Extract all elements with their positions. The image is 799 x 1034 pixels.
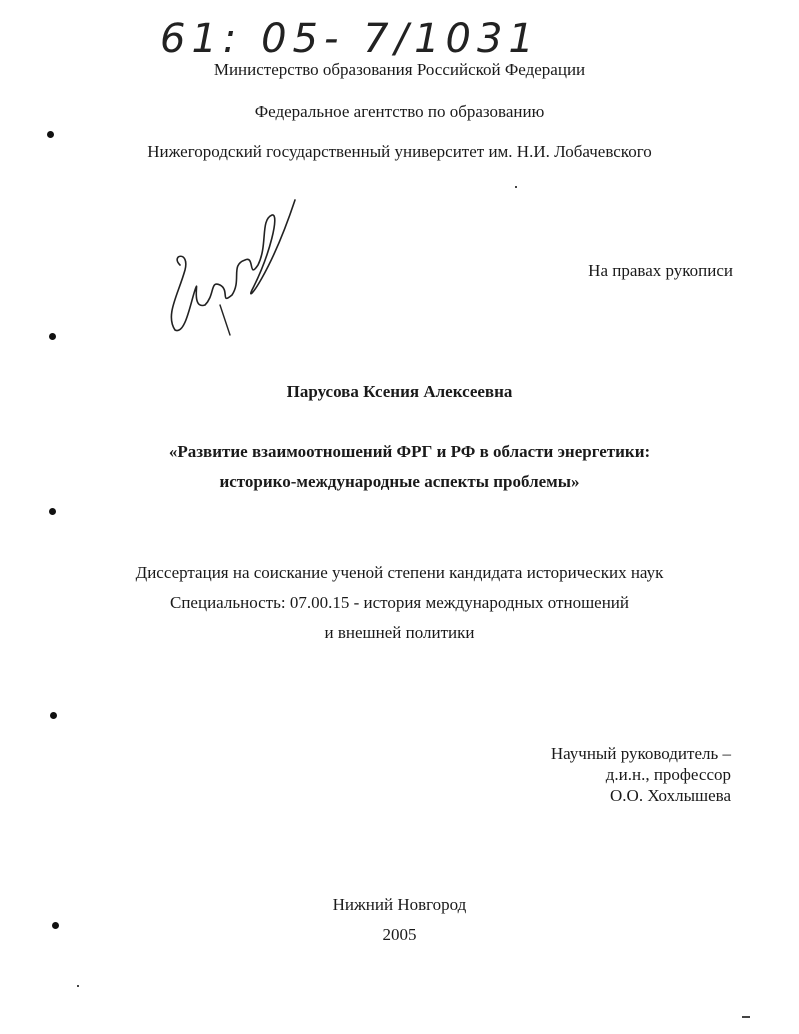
specialty-line-2: и внешней политики <box>324 623 475 642</box>
scan-mark <box>47 131 54 138</box>
scan-mark <box>50 712 57 719</box>
handwritten-archive-number-text: 61: 05- 7/1031 <box>160 16 540 62</box>
specialty-line-1: Специальность: 07.00.15 - история международных отношений <box>169 593 629 612</box>
author-signature <box>160 195 310 345</box>
manuscript-note: На правах рукописи <box>588 261 733 280</box>
scan-mark <box>52 922 59 929</box>
supervisor-block <box>551 743 731 806</box>
ministry-line: Министерство образования Российской Федерации <box>213 60 586 79</box>
scan-speck <box>742 1016 750 1018</box>
title-line-1: «Развитие взаимоотношений ФРГ и РФ в области энергетики: <box>168 442 651 461</box>
scan-mark <box>49 508 56 515</box>
author-name: Парусова Ксения Алексеевна <box>286 382 513 401</box>
supervisor-name: О.О. Хохлышева <box>610 786 731 805</box>
supervisor-degree: д.и.н., профессор <box>605 765 731 784</box>
scan-speck <box>515 186 517 188</box>
year-line: 2005 <box>382 925 417 944</box>
title-line-2: историко-международные аспекты проблемы» <box>219 472 580 491</box>
scan-mark <box>49 333 56 340</box>
city-line: Нижний Новгород <box>332 895 467 914</box>
university-line: Нижегородский государственный университет им. Н.И. Лобачевского <box>147 142 652 161</box>
agency-line: Федеральное агентство по образованию <box>254 102 545 121</box>
supervisor-role: Научный руководитель – <box>550 744 731 763</box>
degree-line: Диссертация на соискание ученой степени кандидата исторических наук <box>135 563 664 582</box>
scan-speck <box>77 985 79 987</box>
handwritten-archive-number <box>160 8 540 68</box>
